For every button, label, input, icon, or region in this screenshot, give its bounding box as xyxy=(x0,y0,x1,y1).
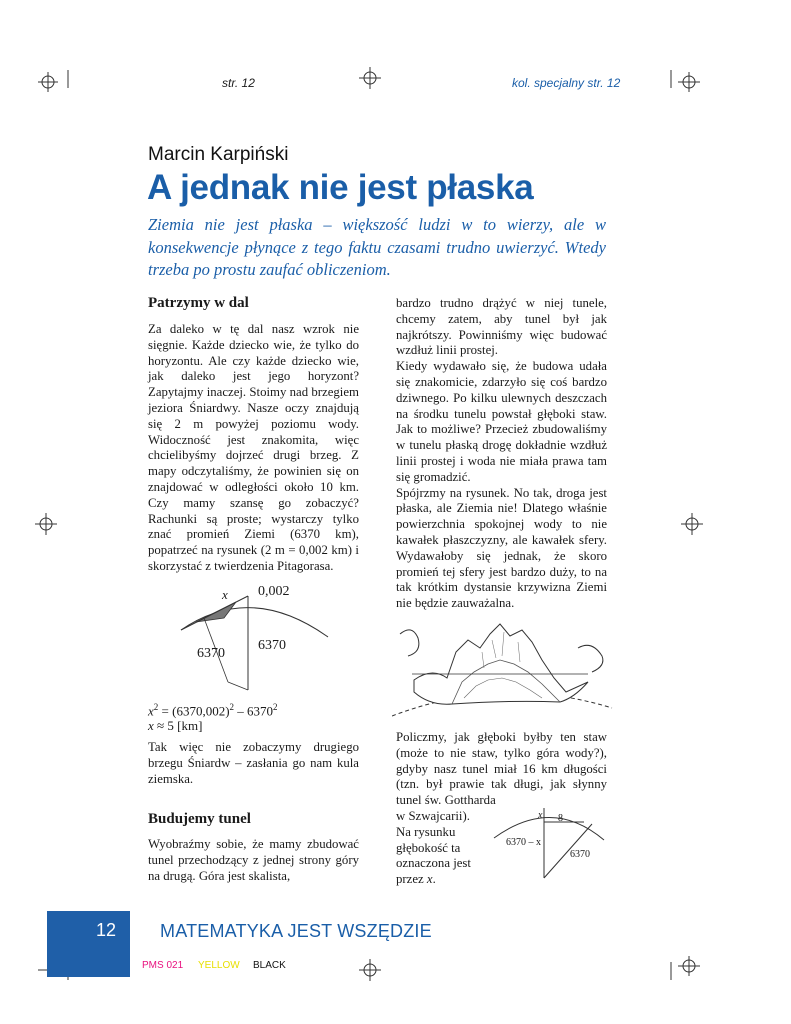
diagram2-label-r: 6370 xyxy=(570,849,590,860)
registration-mark-top-left xyxy=(36,70,76,94)
article-author: Marcin Karpiński xyxy=(148,144,289,165)
registration-mark-top-center xyxy=(358,66,382,90)
article-title: A jednak nie jest płaska xyxy=(147,168,534,207)
registration-mark-bottom-center xyxy=(358,958,382,982)
formula-exp: 2 xyxy=(153,702,159,712)
registration-mark-top-right xyxy=(668,70,708,94)
diagram2-label-8: 8 xyxy=(558,813,563,824)
column2-paragraph-2: Kiedy wydawało się, że budowa udała się znakomicie, zdarzyło się coś bardzo dziwnego. Po kilku ulewnych deszczach na środku tunelu powstał głęboki staw. Jak to możliwe? Przecież zbudowaliśmy w tunelu płaską drogę dokładnie wzdłuż linii prostej i woda nie miała prawa tam się gromadzić. xyxy=(396,359,607,484)
column2-line-e-var: x xyxy=(426,872,433,887)
formula-pythagoras xyxy=(148,702,278,719)
column2-line-d: oznaczona jest xyxy=(396,856,471,871)
column2-line-c: głębokość ta xyxy=(396,840,461,855)
section-heading-tunel: Budujemy tunel xyxy=(148,811,251,827)
column2-paragraph-4: Policzmy, jak głęboki byłby ten staw (może to nie staw, tylko góra wody?), gdyby nasz tunel miał 16 km długości (tzn. był prawie tak długi, jak słynny tunel św. Gottharda xyxy=(396,730,607,808)
registration-mark-bottom-right xyxy=(668,954,708,980)
color-label-yellow: YELLOW xyxy=(198,960,240,971)
page-number-box xyxy=(47,911,130,977)
formula-exp3: 2 xyxy=(273,702,278,712)
column2-line-a: w Szwajcarii). xyxy=(396,809,470,823)
column2-text xyxy=(396,296,607,612)
formula-result-value: ≈ 5 [km] xyxy=(153,718,203,733)
column2-line-e-post: . xyxy=(432,872,436,887)
formula-result-var: x xyxy=(148,718,154,733)
column2-line-e xyxy=(396,872,486,888)
column2-paragraph-3: Spójrzmy na rysunek. No tak, droga jest płaska, ale Ziemia nie! Dlatego właśnie powierzchnia spokojnej wody to nie kawałek płaszczyzny, ale kawałek sfery. Wydawałoby się jednak, że skoro promień tej sfery jest bardzo duży, to na tak krótkim dystansie krzywizna Ziemi nie będzie zauważalna. xyxy=(396,485,607,611)
column2-line-b: Na rysunku xyxy=(396,824,456,839)
diagram1-label-small: 0,002 xyxy=(258,584,290,599)
header-page-label: str. 12 xyxy=(222,76,255,90)
color-label-black: BLACK xyxy=(253,960,286,971)
formula-minus: – 6370 xyxy=(234,703,274,719)
diagram1-label-x: x xyxy=(222,587,228,602)
article-lead: Ziemia nie jest płaska – większość ludzi w to wierzy, ale w konsekwencje płynące z tego faktu czasami trudno uwierzyć. Wtedy trzeba po prostu zaufać obliczeniom. xyxy=(148,215,606,279)
page-number: 12 xyxy=(95,920,116,940)
mountain-illustration xyxy=(392,612,614,720)
formula-var-x: x xyxy=(148,703,154,719)
diagram1-label-r-right: 6370 xyxy=(258,638,286,653)
registration-mark-mid-left xyxy=(34,512,58,536)
diagram2-label-x: x xyxy=(538,810,543,821)
formula-exp2: 2 xyxy=(229,702,235,712)
conclusion-text: Tak więc nie zobaczymy drugiego brzegu Śniardw – zasłania go nam kula ziemska. xyxy=(148,740,359,786)
column2-paragraph-1: bardzo trudno drążyć w niej tunele, chcemy zatem, aby tunel był jak najkrótszy. Powinniśmy więc budować wzdłuż linii prostej. xyxy=(396,296,607,358)
series-title: MATEMATYKA JEST WSZĘDZIE xyxy=(160,921,432,941)
formula-mid: = (6370,002) xyxy=(158,703,230,719)
section-heading-patrzymy: Patrzymy w dal xyxy=(148,295,249,311)
diagram1-label-r-left: 6370 xyxy=(197,646,225,661)
horizon-diagram xyxy=(176,582,336,692)
column2-line-e-pre: przez xyxy=(396,872,427,887)
section-text-tunel: Wyobraźmy sobie, że mamy zbudować tunel przechodzący z jednej strony góry na drugą. Góra jest skalista, xyxy=(148,837,359,883)
header-special-label: kol. specjalny str. 12 xyxy=(512,76,621,90)
section-text-patrzymy: Za daleko w tę dal nasz wzrok nie sięgnie. Każde dziecko wie, że tylko do horyzontu. Ale czy każde dziecko wie, jak daleko jest jego horyzont? Zapytajmy inaczej. Stoimy nad brzegiem jeziora Śniardwy. Nasze oczy znajdują się 2 m powyżej poziomu wody. Widoczność jest znakomita, więc chcielibyśmy dojrzeć drugi brzeg. Z mapy odczytaliśmy, że powinien się on znajdować w odległości około 10 km. Czy mamy szansę go zobaczyć? Rachunki są proste; wystarczy tylko znać promień Ziemi (6370 km), popatrzeć na rysunek (2 m = 0,002 km) i skorzystać z twierdzenia Pitagorasa. xyxy=(148,322,359,573)
formula-result xyxy=(148,718,202,734)
column2-paragraph-5 xyxy=(396,809,486,888)
color-label-pms: PMS 021 xyxy=(142,960,184,971)
registration-mark-mid-right xyxy=(680,512,704,536)
diagram2-label-left: 6370 – x xyxy=(506,837,541,848)
